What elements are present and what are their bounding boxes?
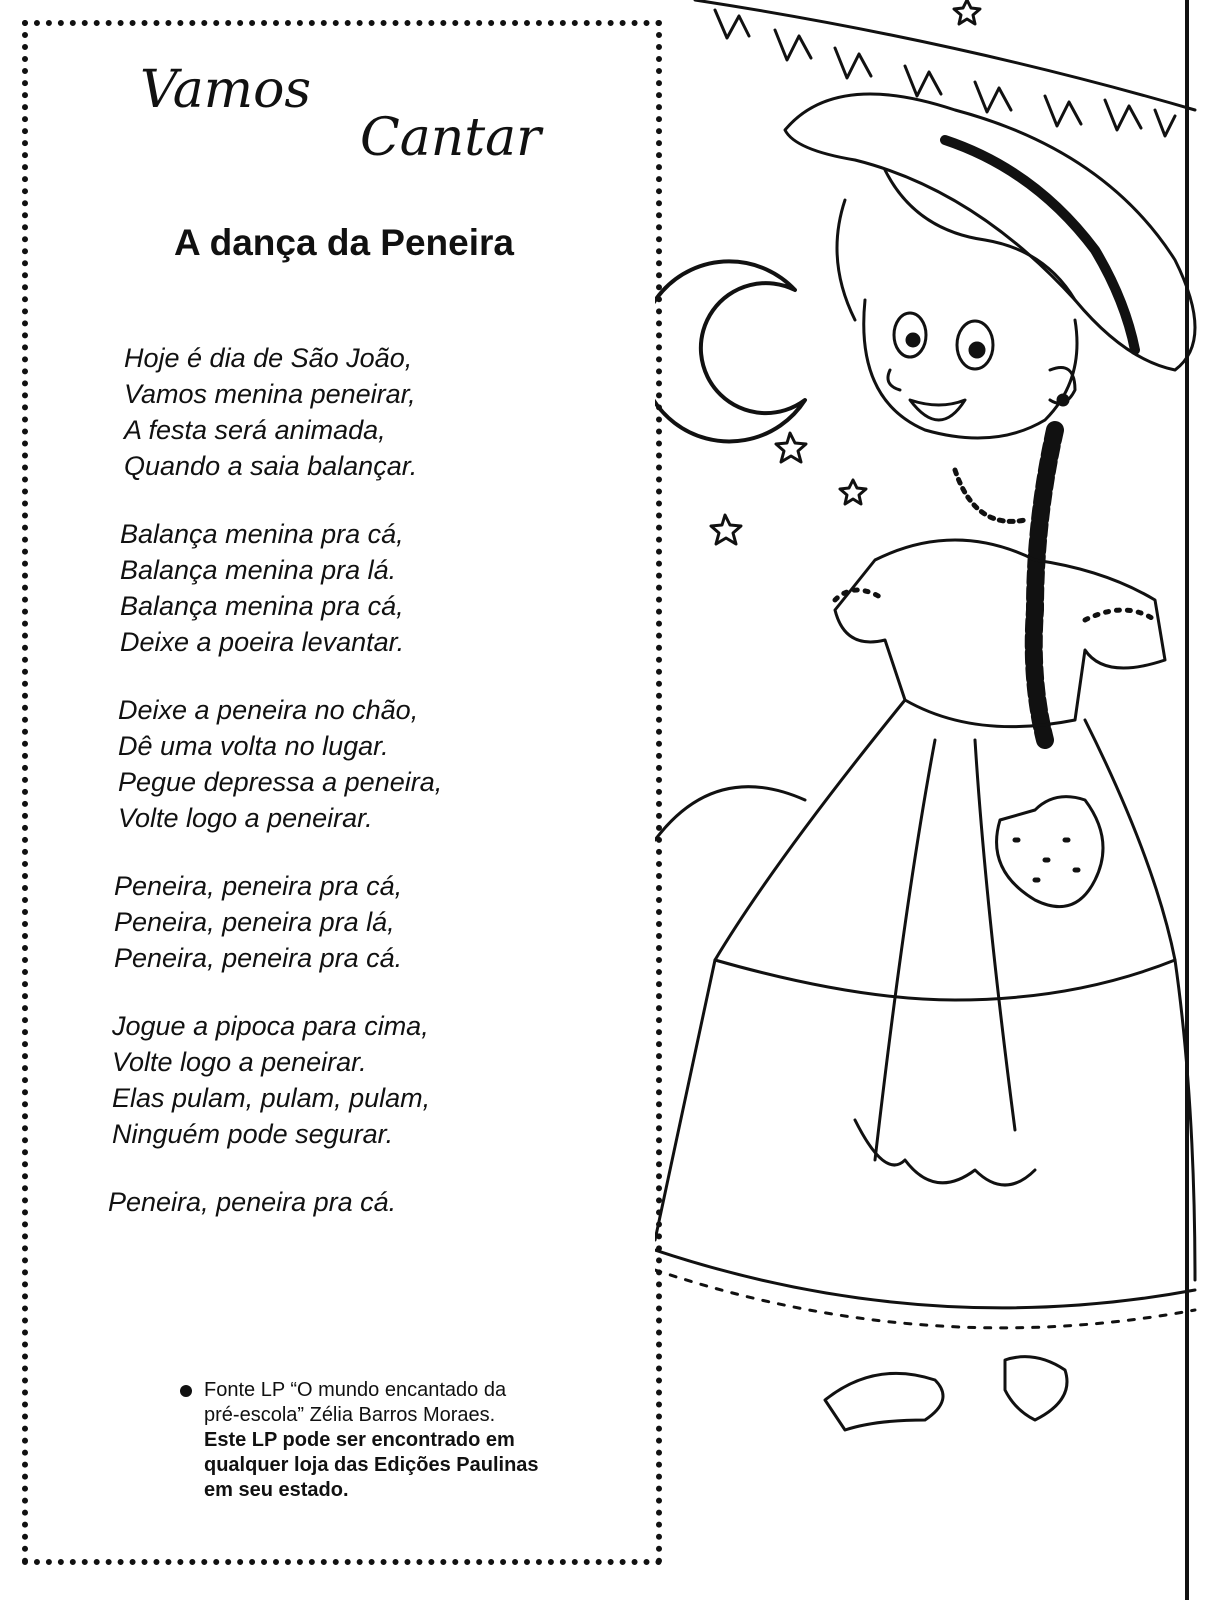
stanza (108, 692, 618, 836)
lyric-line: Quando a saia balançar. (124, 451, 418, 481)
page-edge (1185, 0, 1189, 1600)
right-pupil (970, 343, 984, 357)
lyric-line: Ninguém pode segurar. (112, 1119, 394, 1149)
earring (1058, 395, 1068, 405)
credit-source-line: Fonte LP “O mundo encantado da (204, 1379, 507, 1401)
braid (1034, 430, 1055, 740)
skirt-ruffle (655, 1270, 1195, 1328)
star-icon (954, 0, 980, 24)
lyric-line: Elas pulam, pulam, pulam, (112, 1083, 431, 1113)
right-shoe (1005, 1357, 1067, 1420)
lyric-line: Peneira, peneira pra cá. (108, 1187, 397, 1217)
skirt-hem (655, 1250, 1195, 1308)
heading-word-1: Vamos (140, 60, 312, 120)
credit-note-line: qualquer loja das Edições Paulinas (204, 1454, 539, 1476)
skirt-sides (655, 960, 1195, 1280)
section-heading (140, 60, 610, 180)
hill-outline (655, 787, 805, 840)
left-pupil (907, 334, 919, 346)
moon-icon (655, 261, 805, 441)
lyric-line: Dê uma volta no lugar. (118, 731, 389, 761)
credit-source-line: pré-escola” Zélia Barros Moraes. (204, 1404, 496, 1426)
lyric-line: Jogue a pipoca para cima, (112, 1011, 429, 1041)
lyric-line: Peneira, peneira pra cá. (114, 943, 403, 973)
lyric-line: Deixe a peneira no chão, (118, 695, 419, 725)
source-credit (180, 1378, 620, 1503)
dress-bodice (835, 540, 1165, 727)
lyric-line: Pegue depressa a peneira, (118, 767, 443, 797)
lyric-line: Volte logo a peneirar. (118, 803, 373, 833)
girl-festa-junina-illustration (655, 0, 1215, 1600)
glove-dots (1015, 840, 1078, 880)
bunting-string (695, 0, 1195, 110)
lyric-line: Deixe a poeira levantar. (120, 627, 405, 657)
lyric-line: Peneira, peneira pra cá, (114, 871, 403, 901)
star-icon (711, 515, 741, 544)
stanza (108, 1008, 618, 1152)
lyric-line: Hoje é dia de São João, (124, 343, 413, 373)
credit-note-line: Este LP pode ser encontrado em (204, 1429, 515, 1451)
lyric-line: Vamos menina peneirar, (124, 379, 416, 409)
lyric-line: Volte logo a peneirar. (112, 1047, 367, 1077)
lyric-line: Peneira, peneira pra lá, (114, 907, 395, 937)
lyric-line: Balança menina pra cá, (120, 591, 404, 621)
lyric-line: A festa será animada, (124, 415, 386, 445)
star-icon (776, 433, 806, 462)
stanza (108, 868, 618, 976)
lyrics (108, 340, 618, 1252)
heading-word-2: Cantar (360, 108, 542, 168)
left-shoe (825, 1373, 943, 1430)
necklace (955, 470, 1025, 521)
lyric-line: Balança menina pra lá. (120, 555, 397, 585)
stanza (108, 340, 618, 484)
skirt-drape (855, 1120, 1035, 1185)
stanza (108, 516, 618, 660)
stanza (108, 1184, 618, 1220)
bunting-flags-icon (715, 10, 1175, 136)
mouth (910, 400, 965, 420)
song-title: A dança da Peneira (174, 222, 514, 263)
dress-skirt (715, 700, 1175, 1000)
lyric-line: Balança menina pra cá, (120, 519, 404, 549)
star-icon (840, 480, 866, 504)
nose (888, 370, 900, 390)
sleeve-dots (835, 590, 1155, 620)
credit-note-line: em seu estado. (204, 1479, 349, 1501)
gloved-hands (997, 797, 1103, 907)
skirt-sash (875, 740, 1015, 1160)
hat-band (945, 140, 1135, 350)
bullet-icon (180, 1385, 192, 1397)
